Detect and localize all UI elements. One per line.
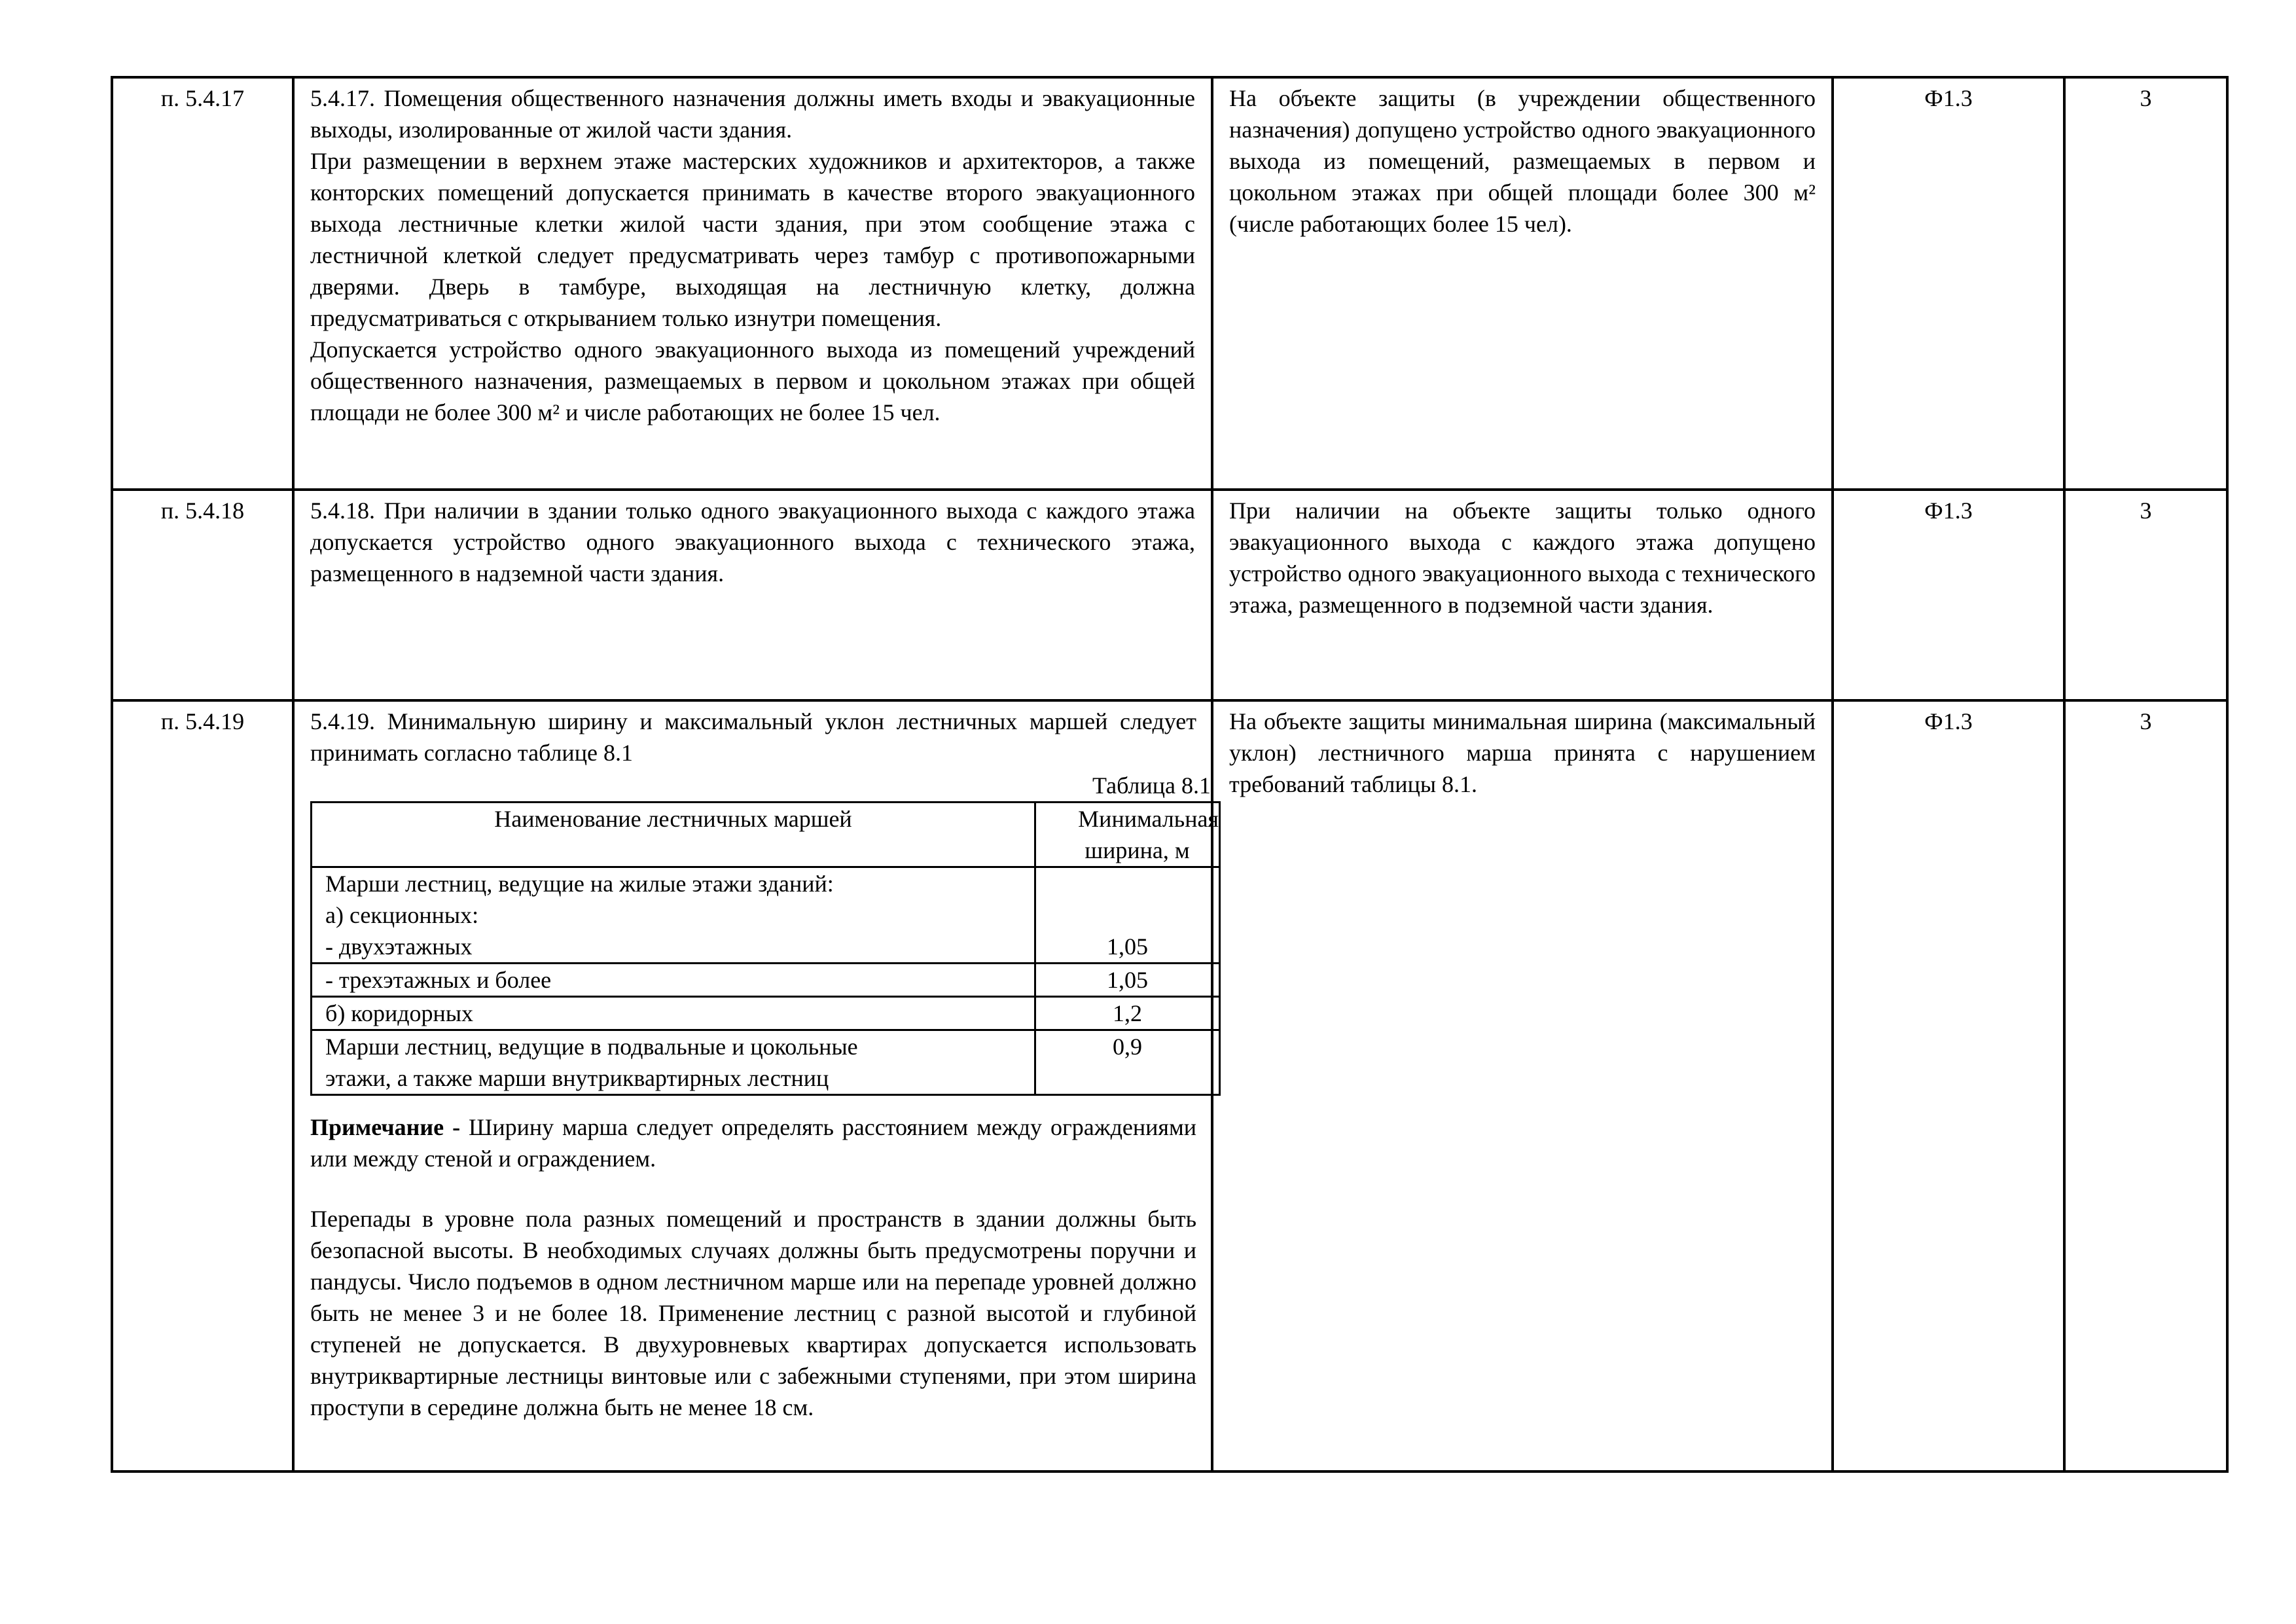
requirement-paragraph: Перепады в уровне пола разных помещений и пространств в здании должны быть безопасной высоты. В необходимых случаях должны быть предусмотрены поручни и пандусы. Число подъемов в одном лестничном марше или на перепаде уровней должно быть не менее 3 и не более 18. Применение лестниц с разной высотой и глубиной ступеней не допускается. В двухуровневых квартирах допускается использовать внутриквартирные лестницы винтовые или с забежными ступенями, при этом ширина проступи в середине должна быть не менее 18 см. — [310, 1206, 1196, 1420]
stair-width-table — [310, 801, 1221, 1096]
spacer — [310, 1096, 1211, 1111]
min-width-value: 1,05 — [1035, 964, 1220, 997]
requirement-paragraph: Допускается устройство одного эвакуационного выхода из помещений учреждений общественного назначения, размещаемых в первом и цокольном этажах при общей площади не более 300 м² и числе работающих не более 15 чел. — [310, 336, 1195, 425]
stair-type-line: - трехэтажных и более — [325, 967, 552, 993]
functional-class: Ф1.3 — [1833, 490, 2064, 700]
table-row — [112, 77, 2227, 490]
stair-type — [312, 997, 1035, 1030]
item-number: 3 — [2064, 490, 2227, 700]
violation-description: На объекте защиты минимальная ширина (максимальный уклон) лестничного марша принята с нарушением требований таблицы 8.1. — [1212, 700, 1833, 1471]
requirement-text — [293, 77, 1212, 490]
requirement-text — [293, 490, 1212, 700]
stair-type-line: - двухэтажных — [325, 933, 473, 960]
header-stair-name: Наименование лестничных маршей — [312, 803, 1035, 867]
functional-class: Ф1.3 — [1833, 700, 2064, 1471]
header-min-width — [1035, 803, 1220, 867]
requirement-paragraph: 5.4.19. Минимальную ширину и максимальный уклон лестничных маршей следует принимать согласно таблице 8.1 — [310, 708, 1196, 766]
clause-reference: п. 5.4.18 — [112, 490, 293, 700]
requirements-table — [111, 76, 2229, 1473]
functional-class: Ф1.3 — [1833, 77, 2064, 490]
min-width-value: 1,05 — [1035, 867, 1220, 964]
stair-type-line: б) коридорных — [325, 1000, 474, 1026]
requirement-paragraph: При размещении в верхнем этаже мастерских художников и архитекторов, а также конторских помещений допускается принимать в качестве второго эвакуационного выхода лестничные клетки жилой части здания, при этом сообщение этажа с лестничной клеткой следует предусматривать через тамбур с противопожарными дверями. Дверь в тамбуре, выходящая на лестничную клетку, должна предусматриваться с открыванием только изнутри помещения. — [310, 148, 1195, 331]
min-width-value: 0,9 — [1035, 1030, 1220, 1095]
clause-reference: п. 5.4.19 — [112, 700, 293, 1471]
inner-table-row — [312, 964, 1220, 997]
stair-type-line: Марши лестниц, ведущие в подвальные и цокольные — [325, 1034, 858, 1060]
stair-type — [312, 1030, 1035, 1095]
header-min-width-line2: ширина, м — [1085, 837, 1190, 863]
stair-type — [312, 964, 1035, 997]
note-title: Примечание - — [310, 1114, 461, 1140]
stair-type — [312, 867, 1035, 964]
table-row — [112, 700, 2227, 1471]
inner-table-row — [312, 997, 1220, 1030]
item-number: 3 — [2064, 77, 2227, 490]
table-caption: Таблица 8.1 — [1092, 772, 1211, 799]
requirement-paragraph: 5.4.18. При наличии в здании только одного эвакуационного выхода с каждого этажа допускается устройство одного эвакуационного выхода с технического этажа, размещенного в надземной части здания. — [310, 497, 1195, 586]
header-min-width-line1: Минимальная — [1078, 806, 1219, 832]
violation-description: На объекте защиты (в учреждении общественного назначения) допущено устройство одного эвакуационного выхода из помещений, размещаемых в первом и цокольном этажах при общей площади более 300 м² (числе работающих более 15 чел). — [1212, 77, 1833, 490]
clause-reference: п. 5.4.17 — [112, 77, 293, 490]
spacer — [310, 1174, 1211, 1203]
stair-type-line: этажи, а также марши внутриквартирных лестниц — [325, 1065, 829, 1091]
item-number: 3 — [2064, 700, 2227, 1471]
violation-description: При наличии на объекте защиты только одного эвакуационного выхода с каждого этажа допущено устройство одного эвакуационного выхода с технического этажа, размещенного в подземной части здания. — [1212, 490, 1833, 700]
table-row — [112, 490, 2227, 700]
note-text: Ширину марша следует определять расстоянием между ограждениями или между стеной и ограждением. — [310, 1114, 1197, 1172]
min-width-value: 1,2 — [1035, 997, 1220, 1030]
requirement-text — [293, 700, 1219, 1471]
inner-table-row — [312, 1030, 1220, 1095]
stair-type-line: Марши лестниц, ведущие на жилые этажи зданий: — [325, 871, 834, 897]
inner-table-header — [312, 803, 1220, 867]
requirement-paragraph: 5.4.17. Помещения общественного назначения должны иметь входы и эвакуационные выходы, изолированные от жилой части здания. — [310, 85, 1195, 143]
inner-table-row — [312, 867, 1220, 964]
stair-type-line: а) секционных: — [325, 902, 479, 928]
note-paragraph — [310, 1111, 1211, 1174]
